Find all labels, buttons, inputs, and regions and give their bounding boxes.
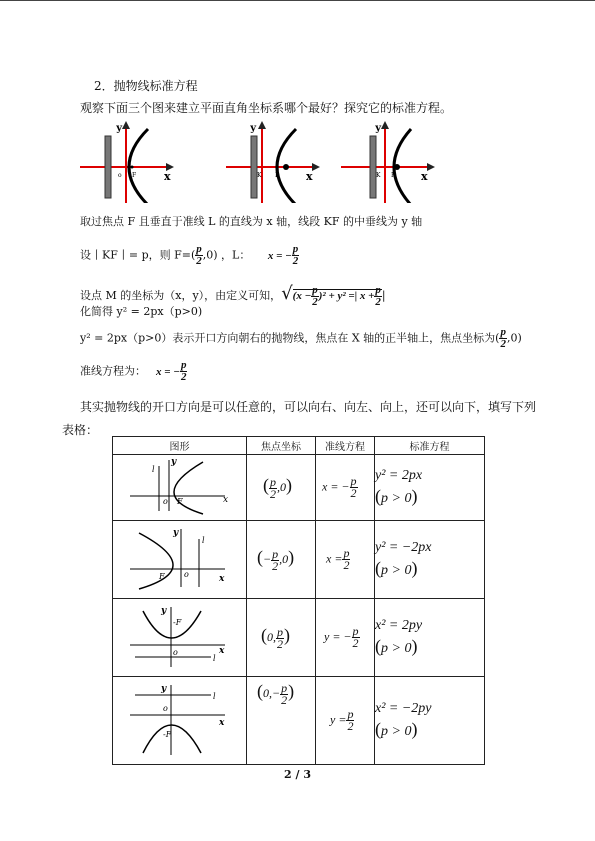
table-row <box>113 677 485 765</box>
svg-text:x: x <box>223 494 229 505</box>
fig1-focus-label: F <box>132 172 137 179</box>
directrix-cell: x = $\frac{p}{2}$ <box>316 521 375 599</box>
focus-cell: (0,− $\frac{p}{2}$ ) <box>247 677 316 765</box>
fig1-x-label: x <box>164 170 171 183</box>
standard-eq-cell: x² = −2py (p > 0) <box>375 677 485 765</box>
header-focus: 焦点坐标 <box>247 437 316 455</box>
svg-text:l: l <box>213 653 216 663</box>
figure-3 <box>341 121 441 203</box>
svg-text:o: o <box>163 703 168 713</box>
svg-text:y: y <box>161 605 167 616</box>
svg-text:-F: -F <box>163 729 172 739</box>
figure-1 <box>80 121 180 203</box>
svg-text:o: o <box>184 569 189 579</box>
focus-cell: (− $\frac{p}{2}$ ,0) <box>247 521 316 599</box>
paragraph-open-direction: 其实抛物线的开口方向是可以任意的，可以向右、向左、向上，还可以向下，填写下列 <box>80 400 537 414</box>
fig3-y-label: y <box>375 123 381 134</box>
focus-cell: ( $\frac{p}{2}$ ,0) <box>247 455 316 521</box>
graph-cell <box>113 677 247 765</box>
directrix-cell: y = $\frac{p}{2}$ <box>316 677 375 765</box>
fig1-y-label: y <box>116 123 122 134</box>
svg-text:y: y <box>171 456 177 467</box>
graph-cell <box>113 599 247 677</box>
svg-text:F: F <box>159 571 165 581</box>
fig2-focus-label: F <box>275 172 280 179</box>
graph-cell <box>113 521 247 599</box>
graph-cell <box>113 455 247 521</box>
svg-text:l: l <box>202 535 205 545</box>
kf-fraction: $\frac{p}{2}$ <box>196 243 202 267</box>
svg-text:x: x <box>219 573 225 584</box>
table-row <box>113 521 485 599</box>
directrix-fraction: $\frac{p}{2}$ <box>292 243 299 267</box>
header-figure: 图形 <box>113 437 247 455</box>
fig1-o-label: o <box>118 172 122 179</box>
page-number: 2 / 3 <box>284 768 311 781</box>
header-standard-eq: 标准方程 <box>375 437 485 455</box>
fig3-x-label: x <box>421 170 428 183</box>
distance-eq: (x − $\frac{p}{2}$ )² + y² =| x + $\frac{p}{2}$ <box>292 284 381 308</box>
line-simplify: 化简得 y² = 2px（p>0) <box>80 305 203 318</box>
line-m-def: 设点 M 的坐标为（x，y），由定义可知，√(x − $\frac{p}{2}$ )² + y² =| x + $\frac{p}{2}$ | <box>80 283 386 308</box>
standard-eq-cell: y² = 2px (p > 0) <box>375 455 485 521</box>
figure-2 <box>226 121 326 203</box>
svg-text:-F: -F <box>173 617 182 627</box>
fig2-x-label: x <box>306 170 313 183</box>
directrix-eq: x = − <box>267 249 292 262</box>
svg-text:F: F <box>177 496 183 506</box>
standard-eq-cell: y² = −2px (p > 0) <box>375 521 485 599</box>
svg-text:x: x <box>219 645 225 656</box>
header-directrix: 准线方程 <box>316 437 375 455</box>
graph-up <box>125 603 235 669</box>
m-text: 设点 M 的坐标为（x，y），由定义可知， <box>80 289 282 303</box>
standard-eq-cell: x² = 2py (p > 0) <box>375 599 485 677</box>
fig2-y-label: y <box>250 123 256 134</box>
graph-down <box>125 681 235 757</box>
line-right-parabola: y² = 2px（p>0）表示开口方向朝右的抛物线，焦点在 X 轴的正半轴上，焦点坐标为( $\frac{p}{2}$ ,0) <box>80 326 522 350</box>
svg-text:o: o <box>163 496 168 506</box>
table-row <box>113 599 485 677</box>
svg-text:x: x <box>219 717 225 728</box>
focus-cell: (0, $\frac{p}{2}$ ) <box>247 599 316 677</box>
fig3-k-label: K <box>376 172 381 179</box>
line-directrix: 准线方程为： x = − $\frac{p}{2}$ <box>80 359 187 383</box>
section-title: 2．抛物线标准方程 <box>94 79 198 93</box>
line-kf-def <box>80 244 299 267</box>
paragraph-table-intro: 表格： <box>62 423 99 437</box>
table-row <box>113 455 485 521</box>
svg-text:y: y <box>173 527 179 538</box>
parabola-table <box>112 436 485 765</box>
svg-text:l: l <box>152 464 155 474</box>
page-top-rule <box>0 0 595 1</box>
kf-text: 设丨KF丨= p，则 F=( <box>80 248 196 262</box>
line-axis-setup: 取过焦点 F 且垂直于准线 L 的直线为 x 轴，线段 KF 的中垂线为 y 轴 <box>80 215 423 228</box>
kf-text-post: ,0) ，L： <box>202 248 251 262</box>
svg-text:y: y <box>161 683 167 694</box>
directrix-cell: y = − $\frac{p}{2}$ <box>316 599 375 677</box>
fig2-k-label: K <box>257 172 262 179</box>
intro-text: 观察下面三个图来建立平面直角坐标系哪个最好？探究它的标准方程。 <box>80 101 453 115</box>
graph-left <box>125 525 235 591</box>
directrix-cell: x = − $\frac{p}{2}$ <box>316 455 375 521</box>
graph-right <box>125 456 235 516</box>
svg-text:l: l <box>213 691 216 701</box>
fig3-focus-label: F <box>391 172 396 179</box>
table-header-row <box>113 437 485 455</box>
svg-text:o: o <box>173 647 178 657</box>
